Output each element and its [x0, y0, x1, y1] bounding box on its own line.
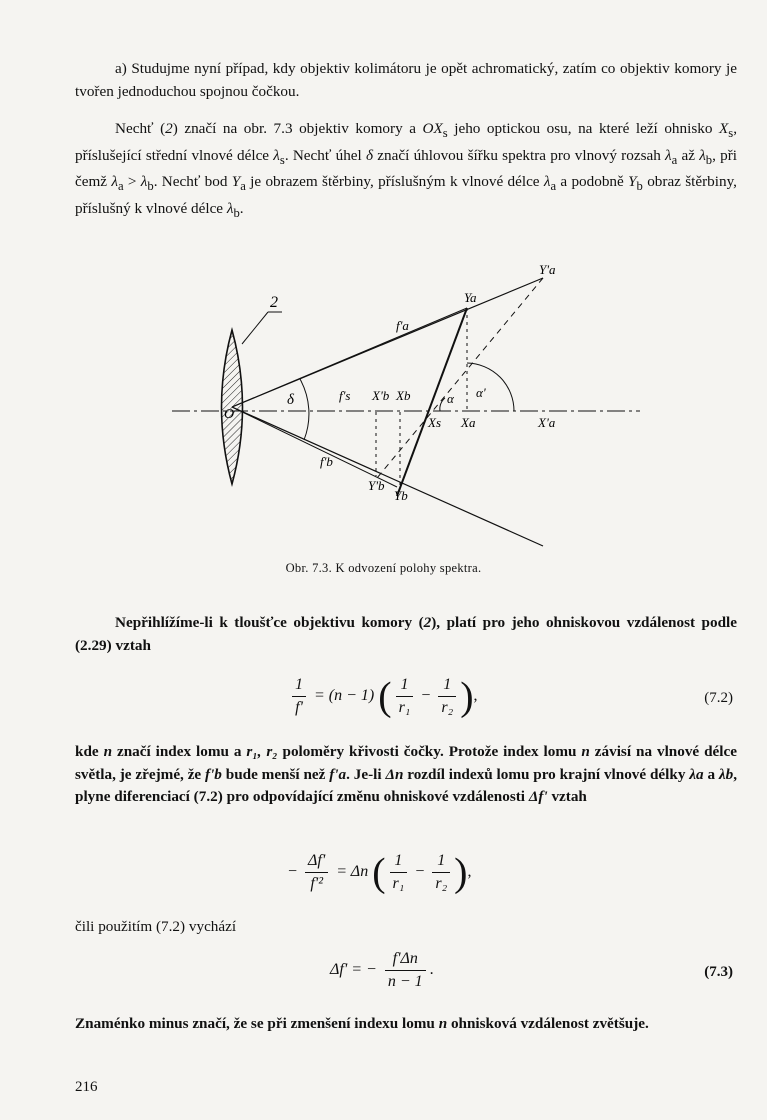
- label-Yb: Yb: [394, 488, 408, 503]
- text: Znaménko minus značí, že se při zmenšení indexu lomu: [75, 1015, 439, 1032]
- figure-caption: Obr. 7.3. K odvození polohy spektra.: [285, 561, 482, 575]
- eq73-lhs: Δf' = −: [330, 961, 377, 979]
- lens-leader: [242, 312, 268, 344]
- text: obraz štěrbiny, příslušný k vlnové délce: [75, 173, 737, 217]
- eqd-equals: = Δn: [336, 863, 369, 881]
- symbol: f'a: [329, 765, 347, 783]
- numerator: 1: [438, 674, 456, 697]
- eqd-tail: ,: [467, 863, 472, 881]
- eq72-frac2: [438, 674, 456, 719]
- equation-number-7-2: (7.2): [704, 690, 733, 706]
- paren-close: ): [460, 673, 474, 719]
- eqd-frac1: [390, 850, 408, 895]
- paren-open: (: [372, 849, 386, 895]
- ray-lower-to-Yb: [232, 407, 397, 487]
- denominator: r₂: [435, 875, 448, 892]
- symbol: δ: [366, 146, 374, 164]
- symbol: OX: [422, 120, 443, 137]
- text: vztah: [547, 788, 587, 805]
- text: kde: [75, 743, 104, 760]
- ray-to-Yb: [232, 407, 543, 546]
- text: . Nechť bod: [153, 173, 232, 191]
- ref: 2: [423, 614, 432, 631]
- eq72-minus: −: [421, 687, 431, 705]
- text: Nechť (: [115, 120, 166, 137]
- eq72-tail: ,: [473, 687, 478, 705]
- alpha-prime-arc: [467, 363, 514, 411]
- numerator: 1: [292, 674, 306, 697]
- numerator: 1: [396, 674, 414, 697]
- subscript: s: [442, 126, 448, 141]
- symbol: λ: [665, 146, 672, 164]
- text: , při čemž: [75, 146, 738, 191]
- text: ), platí pro jeho ohniskovou vzdálenost podle (2.29) vztah: [75, 614, 738, 654]
- numerator: f'Δn: [385, 948, 426, 971]
- symbol: Δf': [528, 788, 548, 805]
- text: a podobně: [556, 173, 629, 191]
- text: závisí na vlnové délce světla, je zřejmé, že: [75, 743, 737, 783]
- symbol: n: [581, 743, 590, 760]
- text: bude menší než: [221, 765, 330, 783]
- symbol: λ: [543, 173, 551, 191]
- subscript: a: [550, 179, 557, 194]
- subscript: a: [671, 152, 678, 167]
- text: ohnisková vzdálenost zvětšuje.: [447, 1015, 649, 1032]
- text: je obrazem štěrbiny, příslušným k vlnové délce: [245, 173, 544, 191]
- label-fb-prime: f'b: [320, 454, 333, 469]
- equation-differential: [0, 850, 767, 910]
- label-Xa: Xa: [461, 415, 476, 430]
- paragraph-definitions: [75, 118, 737, 224]
- symbol: f'b: [205, 765, 222, 783]
- symbol: Δn: [385, 765, 404, 783]
- text: .: [239, 199, 244, 217]
- label-Xb: Xb: [396, 388, 411, 403]
- text: ) značí na obr. 7.3 objektiv komory a: [172, 120, 423, 137]
- subscript: b: [636, 179, 643, 194]
- denominator: r₁: [398, 699, 411, 716]
- subscript: s: [728, 126, 734, 141]
- denominator: f': [295, 699, 303, 716]
- subscript: s: [279, 152, 285, 167]
- focal-curve-dashed: [377, 278, 543, 478]
- symbol: n: [438, 1015, 448, 1032]
- text: , příslušející střední vlnové délce: [75, 120, 737, 164]
- figure-7-3: [0, 250, 767, 550]
- label-delta: δ: [287, 392, 294, 408]
- denominator: r₁: [392, 875, 405, 892]
- text: . Je-li: [346, 765, 386, 783]
- equation-number-7-3: (7.3): [704, 964, 733, 980]
- text: značí index lomu a: [112, 743, 247, 760]
- paren-open: (: [378, 673, 392, 719]
- denominator: r₂: [441, 699, 454, 716]
- page-number: 216: [75, 1079, 98, 1095]
- eq73-tail: .: [429, 961, 434, 979]
- intro-line-2: zatím co objektiv komory je tvořen jednoduchou spojnou čočkou.: [75, 60, 738, 100]
- subscript: b: [147, 179, 154, 194]
- eq72-lhs: [292, 674, 306, 719]
- eqd-op: −: [415, 863, 425, 881]
- symbol: λb: [718, 765, 734, 783]
- intro-line-1: Studujme nyní případ, kdy objektiv kolimátoru je opět achromatický,: [131, 60, 559, 77]
- label-Ya: Ya: [464, 290, 477, 305]
- label-2: 2: [270, 294, 278, 311]
- paragraph-focal-length: [75, 612, 737, 657]
- text: rozdíl indexů lomu pro krajní vlnové délky: [403, 765, 690, 783]
- label-fs: f's: [339, 388, 351, 403]
- subscript: a: [117, 179, 124, 194]
- text: >: [123, 173, 141, 191]
- symbol: n: [103, 743, 113, 760]
- eq72-equals: = (n − 1): [314, 687, 375, 705]
- text: značí úhlovou šířku spektra pro vlnový rozsah: [373, 146, 666, 164]
- symbol: X: [718, 120, 729, 137]
- ref: 2: [165, 120, 173, 137]
- numerator: 1: [432, 850, 450, 873]
- text: poloměry křivosti čočky. Protože index lomu: [277, 743, 582, 760]
- symbol: Y: [231, 173, 241, 191]
- paragraph-intro: [75, 58, 737, 103]
- symbol: Y: [628, 173, 637, 191]
- text: až: [677, 146, 700, 164]
- eqd-minus: −: [288, 863, 298, 881]
- subscript: a: [240, 179, 246, 194]
- paragraph-dispersion: [75, 741, 737, 809]
- paragraph-label: a): [115, 60, 127, 77]
- label-Ya-prime: Y'a: [539, 262, 556, 277]
- label-Yb-prime: Y'b: [368, 478, 385, 493]
- alpha-arc: [440, 398, 445, 411]
- subscript: b: [705, 152, 713, 167]
- eq72-frac1: [396, 674, 414, 719]
- paragraph-sign: [75, 1013, 737, 1036]
- text: Nepřihlížíme-li k tloušťce objektivu komory (: [115, 614, 424, 631]
- subscript: b: [233, 205, 240, 220]
- symbol: λ: [226, 199, 234, 217]
- text: a: [703, 765, 719, 783]
- denominator: n − 1: [387, 973, 423, 990]
- text: . Nechť úhel: [284, 146, 366, 164]
- label-fa-prime: f'a: [396, 318, 409, 333]
- eqd-lhs: [305, 850, 328, 895]
- numerator: 1: [390, 850, 408, 873]
- equation-7-2: [0, 672, 767, 732]
- label-alpha-prime: α': [476, 385, 486, 400]
- paren-close: ): [454, 849, 468, 895]
- symbol: λa: [689, 765, 704, 783]
- text: jeho optickou osu, na které leží ohnisko: [447, 120, 719, 137]
- label-O: O: [224, 407, 235, 422]
- symbol: λ: [273, 146, 280, 164]
- denominator: f'²: [310, 875, 323, 892]
- eqd-frac2: [432, 850, 450, 895]
- symbol: λ: [140, 173, 148, 191]
- paragraph-using: čili použitím (7.2) vychází: [75, 918, 237, 935]
- label-Xb-prime: X'b: [372, 388, 390, 403]
- label-Xs: Xs: [428, 415, 441, 430]
- numerator: Δf': [305, 850, 328, 873]
- delta-arc: [300, 379, 309, 440]
- symbol: λ: [699, 146, 706, 164]
- text: , plyne diferenciací (7.2) pro odpovídající změnu ohniskové vzdálenosti: [75, 765, 738, 805]
- symbol: r₁, r₂: [246, 743, 278, 760]
- label-alpha: α: [447, 391, 454, 406]
- eq73-frac: [385, 948, 426, 993]
- label-Xa-prime: X'a: [538, 415, 556, 430]
- equation-7-3: [0, 946, 767, 1002]
- symbol: λ: [111, 173, 118, 191]
